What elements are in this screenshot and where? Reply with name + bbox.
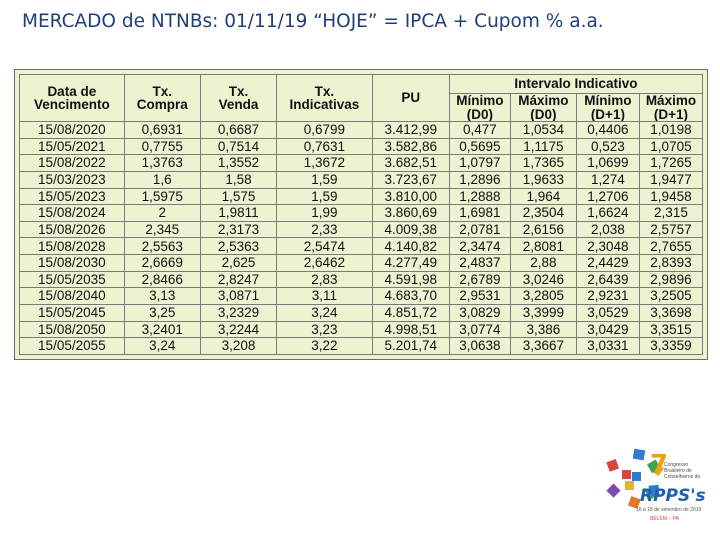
cell-vencimento: 15/05/2055 xyxy=(20,338,125,355)
cell-indicativas: 1,99 xyxy=(277,205,373,222)
cell-pu: 4.009,38 xyxy=(372,221,449,238)
cell-minimo-d1: 1,6624 xyxy=(576,205,639,222)
cell-minimo-d1: 2,6439 xyxy=(576,271,639,288)
cell-indicativas: 1,59 xyxy=(277,171,373,188)
cell-compra: 3,24 xyxy=(124,338,200,355)
cell-minimo-d0: 1,2888 xyxy=(449,188,510,205)
cell-maximo-d0: 1,9633 xyxy=(510,171,576,188)
cell-maximo-d1: 3,3515 xyxy=(639,321,702,338)
logo-date: 16 a 18 de setembro de 2019 xyxy=(636,507,702,513)
header-minimo-d0-line-2: (D0) xyxy=(466,106,493,122)
cell-maximo-d0: 2,6156 xyxy=(510,221,576,238)
cell-pu: 3.723,67 xyxy=(372,171,449,188)
cell-compra: 2,345 xyxy=(124,221,200,238)
table-header xyxy=(20,75,703,122)
cell-minimo-d0: 1,2896 xyxy=(449,171,510,188)
table-row xyxy=(20,122,703,139)
cell-venda: 2,625 xyxy=(200,255,276,272)
header-vencimento-line-1: Data de xyxy=(47,83,97,99)
cell-pu: 4.683,70 xyxy=(372,288,449,305)
header-maximo-d0 xyxy=(510,94,576,122)
header-maximo-d1 xyxy=(639,94,702,122)
header-minimo-d1-line-2: (D+1) xyxy=(590,106,625,122)
cell-venda: 1,9811 xyxy=(200,205,276,222)
cell-vencimento: 15/08/2020 xyxy=(20,122,125,139)
cell-compra: 0,6931 xyxy=(124,122,200,139)
cell-venda: 3,208 xyxy=(200,338,276,355)
cell-vencimento: 15/08/2026 xyxy=(20,221,125,238)
header-intervalo: Intervalo Indicativo xyxy=(449,75,702,94)
cell-venda: 3,2329 xyxy=(200,305,276,322)
cell-minimo-d1: 3,0429 xyxy=(576,321,639,338)
cell-compra: 1,5975 xyxy=(124,188,200,205)
cell-indicativas: 3,24 xyxy=(277,305,373,322)
header-venda-line-1: Tx. xyxy=(228,83,249,99)
header-maximo-d1-line-1: Máximo xyxy=(645,93,697,108)
cell-compra: 3,13 xyxy=(124,288,200,305)
table-row xyxy=(20,321,703,338)
cell-indicativas: 1,59 xyxy=(277,188,373,205)
cell-indicativas: 3,22 xyxy=(277,338,373,355)
cell-venda: 0,7514 xyxy=(200,138,276,155)
cell-vencimento: 15/08/2050 xyxy=(20,321,125,338)
ntnb-table-container xyxy=(14,69,708,360)
cell-minimo-d1: 3,0331 xyxy=(576,338,639,355)
cell-venda: 1,3552 xyxy=(200,155,276,172)
cell-maximo-d0: 3,3999 xyxy=(510,305,576,322)
header-vencimento xyxy=(20,75,125,122)
table-row xyxy=(20,138,703,155)
cell-maximo-d0: 3,386 xyxy=(510,321,576,338)
table-row xyxy=(20,155,703,172)
cell-maximo-d1: 1,9477 xyxy=(639,171,702,188)
cell-vencimento: 15/05/2023 xyxy=(20,188,125,205)
cell-compra: 1,3763 xyxy=(124,155,200,172)
table-row xyxy=(20,288,703,305)
cell-vencimento: 15/05/2021 xyxy=(20,138,125,155)
cell-minimo-d1: 2,038 xyxy=(576,221,639,238)
header-minimo-d0-line-1: Mínimo xyxy=(456,93,504,108)
cell-maximo-d1: 1,0198 xyxy=(639,122,702,139)
cell-maximo-d1: 1,9458 xyxy=(639,188,702,205)
cell-vencimento: 15/05/2035 xyxy=(20,271,125,288)
cell-minimo-d0: 3,0774 xyxy=(449,321,510,338)
header-compra xyxy=(124,75,200,122)
header-indicativas xyxy=(277,75,373,122)
cell-compra: 2 xyxy=(124,205,200,222)
cell-maximo-d0: 1,1175 xyxy=(510,138,576,155)
cell-maximo-d1: 3,3698 xyxy=(639,305,702,322)
cell-pu: 3.860,69 xyxy=(372,205,449,222)
cell-vencimento: 15/08/2030 xyxy=(20,255,125,272)
cell-indicativas: 2,83 xyxy=(277,271,373,288)
cell-indicativas: 3,23 xyxy=(277,321,373,338)
cell-minimo-d0: 2,6789 xyxy=(449,271,510,288)
logo-number: 7 xyxy=(650,450,669,480)
cell-maximo-d0: 3,0246 xyxy=(510,271,576,288)
header-minimo-d1 xyxy=(576,94,639,122)
cell-maximo-d1: 2,315 xyxy=(639,205,702,222)
congress-logo xyxy=(606,440,706,526)
header-venda xyxy=(200,75,276,122)
cell-minimo-d1: 2,4429 xyxy=(576,255,639,272)
cell-venda: 2,5363 xyxy=(200,238,276,255)
table-row xyxy=(20,171,703,188)
cell-pu: 3.412,99 xyxy=(372,122,449,139)
logo-brand: RPPS's xyxy=(640,486,706,506)
cell-minimo-d1: 2,3048 xyxy=(576,238,639,255)
cell-indicativas: 2,6462 xyxy=(277,255,373,272)
page-title: MERCADO de NTNBs: 01/11/19 “HOJE” = IPCA + Cupom % a.a. xyxy=(22,11,604,32)
header-compra-line-1: Tx. xyxy=(152,83,173,99)
cell-vencimento: 15/08/2040 xyxy=(20,288,125,305)
cell-compra: 3,25 xyxy=(124,305,200,322)
cell-maximo-d1: 2,8393 xyxy=(639,255,702,272)
cell-compra: 2,5563 xyxy=(124,238,200,255)
table-row xyxy=(20,238,703,255)
table-row xyxy=(20,255,703,272)
cell-maximo-d1: 3,2505 xyxy=(639,288,702,305)
cell-indicativas: 2,5474 xyxy=(277,238,373,255)
cell-pu: 5.201,74 xyxy=(372,338,449,355)
cell-minimo-d0: 1,6981 xyxy=(449,205,510,222)
cell-maximo-d0: 3,2805 xyxy=(510,288,576,305)
cell-pu: 3.582,86 xyxy=(372,138,449,155)
cell-vencimento: 15/08/2028 xyxy=(20,238,125,255)
header-maximo-d0-line-1: Máximo xyxy=(518,93,569,108)
logo-place: BELÉM – PA xyxy=(650,516,679,522)
logo-caption: Congresso Brasileiro de Conselheiros de xyxy=(664,462,701,480)
cell-pu: 4.277,49 xyxy=(372,255,449,272)
cell-pu: 4.998,51 xyxy=(372,321,449,338)
cell-pu: 3.810,00 xyxy=(372,188,449,205)
cell-minimo-d1: 1,2706 xyxy=(576,188,639,205)
cell-vencimento: 15/08/2024 xyxy=(20,205,125,222)
table-row xyxy=(20,205,703,222)
table-row xyxy=(20,221,703,238)
header-minimo-d1-line-1: Mínimo xyxy=(584,93,632,108)
cell-minimo-d0: 2,3474 xyxy=(449,238,510,255)
header-venda-line-2: Venda xyxy=(218,97,259,112)
cell-indicativas: 0,6799 xyxy=(277,122,373,139)
cell-maximo-d0: 1,0534 xyxy=(510,122,576,139)
cell-minimo-d0: 0,5695 xyxy=(449,138,510,155)
cell-minimo-d0: 0,477 xyxy=(449,122,510,139)
cell-maximo-d0: 3,3667 xyxy=(510,338,576,355)
ntnb-table xyxy=(19,74,703,355)
cell-indicativas: 1,3672 xyxy=(277,155,373,172)
cell-minimo-d0: 3,0829 xyxy=(449,305,510,322)
cell-minimo-d1: 1,0699 xyxy=(576,155,639,172)
cell-indicativas: 0,7631 xyxy=(277,138,373,155)
header-minimo-d0 xyxy=(449,94,510,122)
header-pu: PU xyxy=(372,75,449,122)
cell-pu: 4.591,98 xyxy=(372,271,449,288)
cell-vencimento: 15/03/2023 xyxy=(20,171,125,188)
cell-maximo-d1: 2,7655 xyxy=(639,238,702,255)
cell-minimo-d1: 2,9231 xyxy=(576,288,639,305)
header-compra-line-2: Compra xyxy=(136,97,188,112)
table-row xyxy=(20,188,703,205)
cell-maximo-d1: 1,7265 xyxy=(639,155,702,172)
cell-venda: 1,575 xyxy=(200,188,276,205)
cell-minimo-d0: 2,9531 xyxy=(449,288,510,305)
header-maximo-d0-line-2: (D0) xyxy=(530,106,557,122)
cell-venda: 2,8247 xyxy=(200,271,276,288)
table-row xyxy=(20,338,703,355)
cell-venda: 3,2244 xyxy=(200,321,276,338)
cell-venda: 3,0871 xyxy=(200,288,276,305)
cell-vencimento: 15/05/2045 xyxy=(20,305,125,322)
cell-compra: 1,6 xyxy=(124,171,200,188)
cell-minimo-d1: 0,4406 xyxy=(576,122,639,139)
cell-maximo-d1: 2,5757 xyxy=(639,221,702,238)
cell-pu: 4.851,72 xyxy=(372,305,449,322)
cell-maximo-d1: 2,9896 xyxy=(639,271,702,288)
cell-minimo-d1: 3,0529 xyxy=(576,305,639,322)
header-indicativas-line-2: Indicativas xyxy=(289,97,360,112)
cell-compra: 2,8466 xyxy=(124,271,200,288)
cell-venda: 2,3173 xyxy=(200,221,276,238)
cell-maximo-d0: 1,964 xyxy=(510,188,576,205)
cell-maximo-d0: 2,3504 xyxy=(510,205,576,222)
cell-indicativas: 2,33 xyxy=(277,221,373,238)
cell-venda: 0,6687 xyxy=(200,122,276,139)
cell-minimo-d0: 2,4837 xyxy=(449,255,510,272)
cell-pu: 4.140,82 xyxy=(372,238,449,255)
cell-pu: 3.682,51 xyxy=(372,155,449,172)
cell-minimo-d1: 1,274 xyxy=(576,171,639,188)
cell-compra: 3,2401 xyxy=(124,321,200,338)
cell-maximo-d1: 3,3359 xyxy=(639,338,702,355)
cell-indicativas: 3,11 xyxy=(277,288,373,305)
cell-compra: 2,6669 xyxy=(124,255,200,272)
cell-minimo-d1: 0,523 xyxy=(576,138,639,155)
table-body xyxy=(20,122,703,355)
cell-minimo-d0: 2,0781 xyxy=(449,221,510,238)
cell-maximo-d1: 1,0705 xyxy=(639,138,702,155)
table-row xyxy=(20,305,703,322)
table-row xyxy=(20,271,703,288)
cell-maximo-d0: 2,8081 xyxy=(510,238,576,255)
header-vencimento-line-2: Vencimento xyxy=(33,97,110,112)
cell-minimo-d0: 3,0638 xyxy=(449,338,510,355)
cell-maximo-d0: 2,88 xyxy=(510,255,576,272)
header-indicativas-line-1: Tx. xyxy=(314,83,335,99)
cell-vencimento: 15/08/2022 xyxy=(20,155,125,172)
cell-maximo-d0: 1,7365 xyxy=(510,155,576,172)
cell-minimo-d0: 1,0797 xyxy=(449,155,510,172)
cell-venda: 1,58 xyxy=(200,171,276,188)
header-maximo-d1-line-2: (D+1) xyxy=(653,106,689,122)
cell-compra: 0,7755 xyxy=(124,138,200,155)
